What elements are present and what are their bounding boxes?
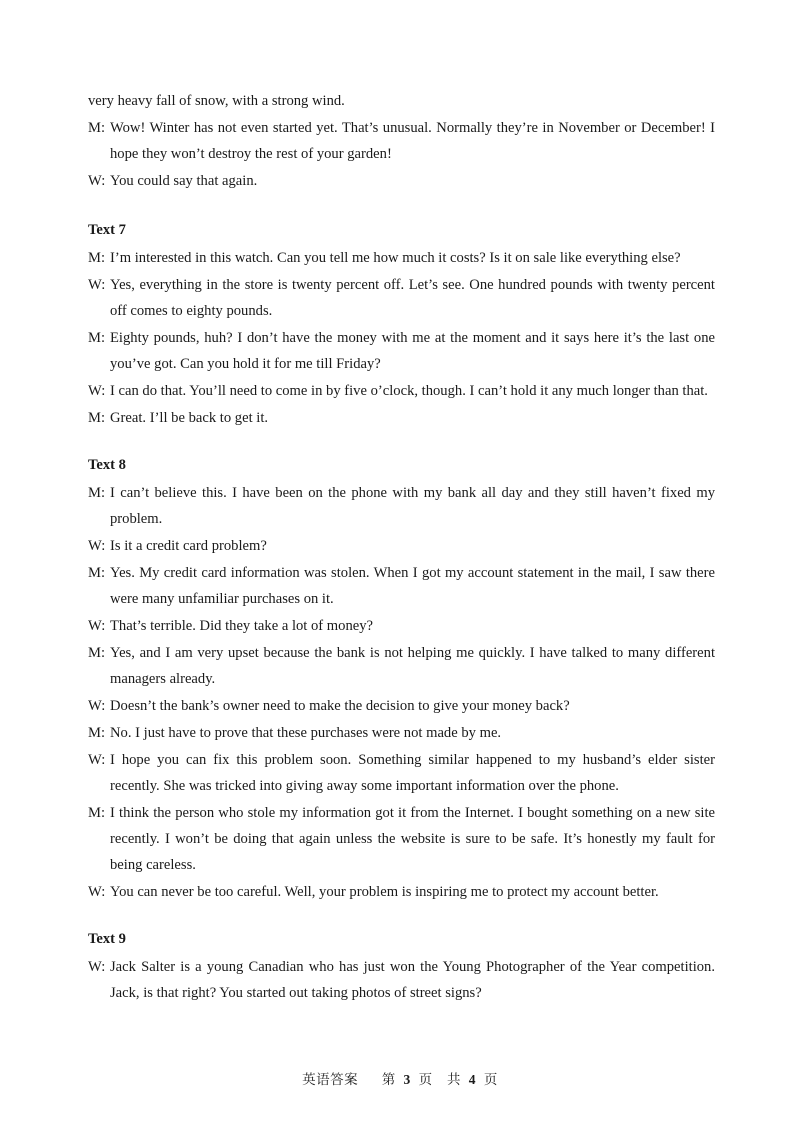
utterance-text: Is it a credit card problem? bbox=[110, 538, 267, 554]
dialogue-line bbox=[88, 879, 715, 905]
dialogue-line bbox=[88, 405, 715, 431]
dialogue-line bbox=[88, 954, 715, 1006]
speaker-label: W: bbox=[88, 618, 106, 634]
section-heading: Text 7 bbox=[88, 222, 126, 238]
utterance-text: You could say that again. bbox=[110, 173, 258, 189]
dialogue-line bbox=[88, 272, 715, 324]
speaker-label: M: bbox=[88, 330, 106, 346]
utterance-text: Yes, everything in the store is twenty percent off. Let’s see. One hundred pounds with twenty percent off comes to eighty pounds. bbox=[110, 277, 715, 319]
dialogue-line bbox=[88, 245, 715, 271]
utterance-text: Doesn’t the bank’s owner need to make the decision to give your money back? bbox=[110, 698, 570, 714]
page-footer bbox=[0, 1068, 800, 1088]
speaker-label: M: bbox=[88, 645, 106, 661]
speaker-label: M: bbox=[88, 120, 106, 136]
utterance-text: Eighty pounds, huh? I don’t have the money with me at the moment and it says here it’s the last one you’ve got. Can you hold it for me till Friday? bbox=[110, 330, 715, 372]
utterance-text: Yes. My credit card information was stolen. When I got my account statement in the mail, I saw there were many unfamiliar purchases on it. bbox=[110, 565, 715, 607]
dialogue-line bbox=[88, 533, 715, 559]
footer-page-prefix: 第 bbox=[381, 1072, 396, 1088]
speaker-label: W: bbox=[88, 698, 106, 714]
speaker-label: W: bbox=[88, 884, 106, 900]
speaker-label: M: bbox=[88, 250, 106, 266]
utterance-text: Yes, and I am very upset because the bank is not helping me quickly. I have talked to many different managers already. bbox=[110, 645, 715, 687]
dialogue-line bbox=[88, 378, 715, 404]
utterance-text: I think the person who stole my information got it from the Internet. I bought something on a new site recently. I won’t be doing that again unless the website is sure to be safe. It’s honestly my fault for being careless. bbox=[110, 805, 715, 873]
dialogue-line bbox=[88, 168, 715, 194]
utterance-text: Wow! Winter has not even started yet. That’s unusual. Normally they’re in November or December! I hope they won’t destroy the rest of your garden! bbox=[110, 120, 715, 162]
utterance-text: I can do that. You’ll need to come in by five o’clock, though. I can’t hold it any much longer than that. bbox=[110, 383, 708, 399]
utterance-text: Great. I’ll be back to get it. bbox=[110, 410, 269, 426]
speaker-label: W: bbox=[88, 383, 106, 399]
speaker-label: W: bbox=[88, 959, 106, 975]
dialogue-line bbox=[88, 800, 715, 878]
speaker-label: M: bbox=[88, 725, 106, 741]
footer-title: 英语答案 bbox=[302, 1072, 359, 1088]
dialogue-line bbox=[88, 560, 715, 612]
footer-total-prefix: 共 bbox=[446, 1072, 461, 1088]
dialogue-line bbox=[88, 693, 715, 719]
speaker-label: W: bbox=[88, 173, 106, 189]
dialogue-line bbox=[88, 720, 715, 746]
dialogue-line bbox=[88, 640, 715, 692]
utterance-text: I’m interested in this watch. Can you tell me how much it costs? Is it on sale like everything else? bbox=[110, 250, 681, 266]
speaker-label: W: bbox=[88, 538, 106, 554]
dialogue-line bbox=[88, 115, 715, 167]
footer-page-unit: 页 bbox=[418, 1072, 433, 1088]
dialogue-line bbox=[88, 480, 715, 532]
section-heading: Text 8 bbox=[88, 457, 126, 473]
utterance-text: Jack Salter is a young Canadian who has just won the Young Photographer of the Year competition. Jack, is that right? You started out taking photos of street signs? bbox=[110, 959, 715, 1001]
footer-page-number: 3 bbox=[403, 1072, 411, 1087]
dialogue-line bbox=[88, 325, 715, 377]
utterance-text: I hope you can fix this problem soon. Something similar happened to my husband’s elder sister recently. She was tricked into giving away some important information over the phone. bbox=[110, 752, 715, 794]
dialogue-line bbox=[88, 747, 715, 799]
footer-total-pages: 4 bbox=[468, 1072, 477, 1087]
speaker-label: W: bbox=[88, 277, 106, 293]
continuation-line: very heavy fall of snow, with a strong wind. bbox=[88, 93, 345, 109]
utterance-text: No. I just have to prove that these purchases were not made by me. bbox=[110, 725, 502, 741]
document-body bbox=[88, 88, 715, 1006]
speaker-label: M: bbox=[88, 805, 106, 821]
section-heading: Text 9 bbox=[88, 931, 126, 947]
dialogue-line bbox=[88, 613, 715, 639]
speaker-label: M: bbox=[88, 565, 106, 581]
speaker-label: M: bbox=[88, 485, 106, 501]
speaker-label: M: bbox=[88, 410, 106, 426]
speaker-label: W: bbox=[88, 752, 106, 768]
utterance-text: I can’t believe this. I have been on the phone with my bank all day and they still haven’t fixed my problem. bbox=[110, 485, 715, 527]
footer-total-unit: 页 bbox=[483, 1072, 498, 1088]
utterance-text: That’s terrible. Did they take a lot of money? bbox=[110, 618, 374, 634]
utterance-text: You can never be too careful. Well, your problem is inspiring me to protect my account better. bbox=[110, 884, 659, 900]
